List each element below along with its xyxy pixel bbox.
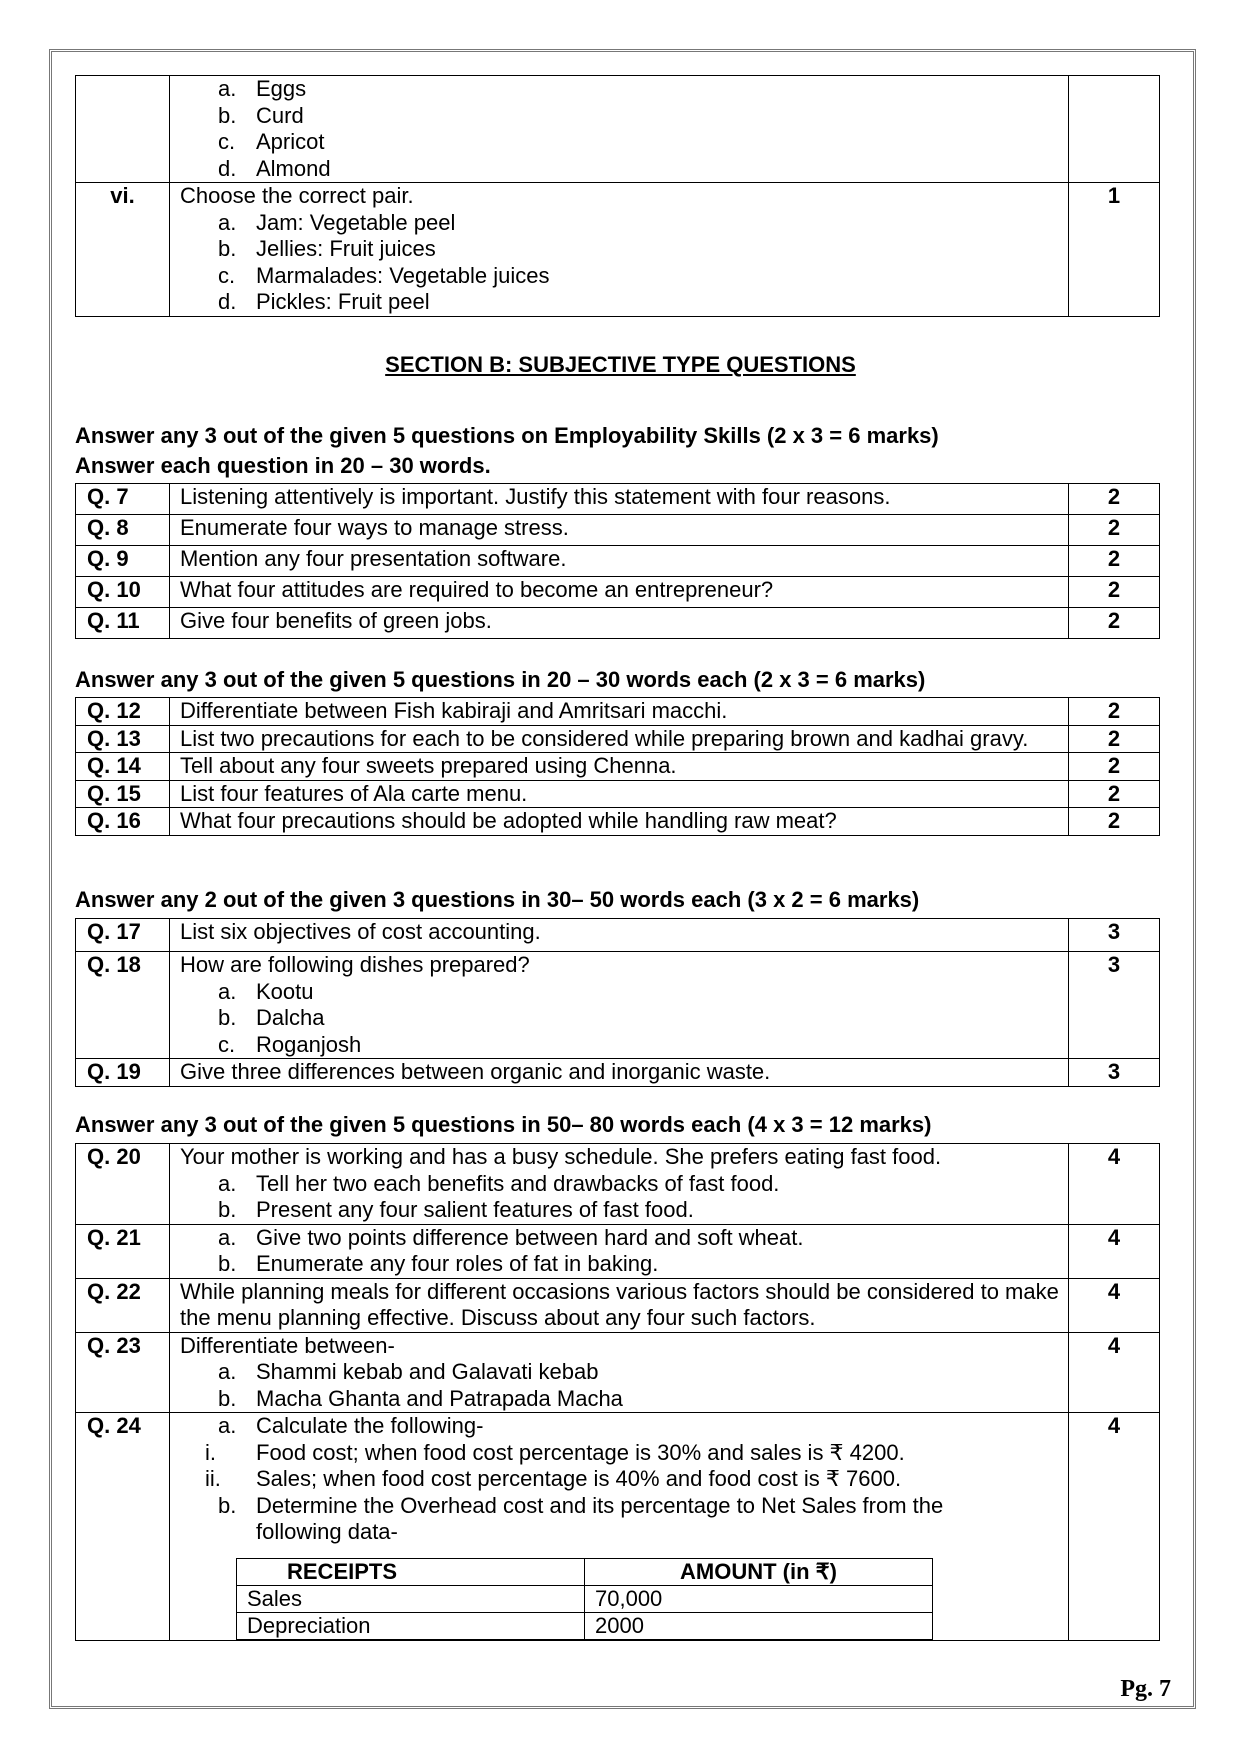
option-text: Macha Ghanta and Patrapada Macha (256, 1385, 623, 1411)
option-text: Roganjosh (256, 1031, 362, 1057)
option (180, 236, 1062, 263)
option-text: Apricot (256, 129, 325, 154)
option-letter: c. (218, 1031, 236, 1057)
question-number: Q. 13 (76, 725, 170, 753)
question-text: Differentiate between- (180, 1332, 395, 1358)
marks-cell: 2 (1069, 808, 1160, 836)
question-text: Mention any four presentation software. (170, 546, 1069, 577)
marks-cell: 3 (1069, 919, 1160, 952)
question-cell (170, 1332, 1069, 1413)
question-number: Q. 22 (76, 1278, 170, 1332)
question-text: List six objectives of cost accounting. (170, 919, 1069, 952)
option-letter: b. (218, 236, 237, 261)
sub-option (180, 1466, 1062, 1493)
option (180, 1032, 1062, 1059)
question-text: How are following dishes prepared? (180, 952, 530, 977)
option-letter: b. (218, 1005, 237, 1030)
marks-cell: 2 (1069, 608, 1160, 639)
question-number: Q. 16 (76, 808, 170, 836)
question-number: vi. (76, 183, 170, 317)
option (180, 1359, 1062, 1386)
option (180, 979, 1062, 1006)
question-text: Differentiate between Fish kabiraji and Amritsari macchi. (170, 698, 1069, 726)
question-text: List four features of Ala carte menu. (170, 780, 1069, 808)
option-text: Eggs (256, 76, 307, 101)
marks-cell: 3 (1069, 952, 1160, 1059)
option-letter: c. (218, 129, 236, 154)
group-heading: Answer each question in 20 – 30 words. (75, 453, 491, 478)
question-cell (170, 1413, 1069, 1641)
question-number: Q. 17 (76, 919, 170, 952)
marks-cell: 2 (1069, 780, 1160, 808)
option-text: Almond (256, 155, 331, 181)
option-letter: a. (218, 1359, 237, 1384)
option-text: Give two points difference between hard and soft wheat. (256, 1224, 804, 1250)
option-text: Curd (256, 102, 304, 128)
question-text: Give four benefits of green jobs. (170, 608, 1069, 639)
marks-cell: 4 (1069, 1413, 1160, 1641)
marks-cell: 2 (1069, 753, 1160, 781)
option-text: Pickles: Fruit peel (256, 289, 430, 314)
question-number: Q. 12 (76, 698, 170, 726)
option-letter: b. (218, 102, 237, 128)
table-cell: Depreciation (237, 1612, 585, 1639)
option (180, 103, 1062, 130)
question-cell (170, 76, 1069, 183)
option-letter: b. (218, 1197, 237, 1222)
question-number: Q. 15 (76, 780, 170, 808)
option-letter: d. (218, 155, 237, 181)
option (180, 129, 1062, 156)
sub-option (180, 1440, 1062, 1467)
option-text-continued: following data- (256, 1519, 398, 1544)
table-row (237, 1585, 933, 1612)
table-cell: 2000 (585, 1612, 933, 1639)
question-number: Q. 10 (76, 577, 170, 608)
table-row (76, 546, 1160, 577)
marks-cell: 4 (1069, 1278, 1160, 1332)
option-text: Enumerate any four roles of fat in baking. (256, 1251, 659, 1276)
question-text: While planning meals for different occasions various factors should be considered to make the menu planning effective. Discuss about any four such factors. (170, 1278, 1069, 1332)
receipts-table (236, 1558, 933, 1640)
question-number: Q. 18 (76, 952, 170, 1059)
table-row (76, 1224, 1160, 1278)
option (180, 1197, 1062, 1224)
marks-cell: 2 (1069, 725, 1160, 753)
question-text: Listening attentively is important. Justify this statement with four reasons. (170, 484, 1069, 515)
option-letter: a. (218, 76, 237, 101)
marks-cell: 4 (1069, 1332, 1160, 1413)
question-number: Q. 7 (76, 484, 170, 515)
option (180, 1171, 1062, 1198)
section-title (0, 352, 1241, 378)
group-heading: Answer any 3 out of the given 5 questions in 20 – 30 words each (2 x 3 = 6 marks) (75, 667, 926, 692)
question-number (76, 76, 170, 183)
question-number: Q. 14 (76, 753, 170, 781)
group-heading: Answer any 3 out of the given 5 questions on Employability Skills (2 x 3 = 6 marks) (75, 423, 939, 448)
question-number: Q. 9 (76, 546, 170, 577)
table-row (237, 1612, 933, 1639)
option-text: Shammi kebab and Galavati kebab (256, 1359, 599, 1384)
marks-cell (1069, 76, 1160, 183)
option-letter: a. (218, 1413, 237, 1438)
marks-cell: 3 (1069, 1059, 1160, 1087)
option-text: Jam: Vegetable peel (256, 209, 456, 235)
marks-cell: 2 (1069, 546, 1160, 577)
table-row (76, 919, 1160, 952)
option (180, 156, 1062, 183)
question-text: What four precautions should be adopted while handling raw meat? (170, 808, 1069, 836)
question-text: Choose the correct pair. (180, 183, 414, 208)
option-text: Marmalades: Vegetable juices (256, 262, 550, 288)
question-number: Q. 19 (76, 1059, 170, 1087)
table-row (76, 698, 1160, 726)
table-row (76, 1332, 1160, 1413)
table-row (76, 76, 1160, 183)
table-row (76, 515, 1160, 546)
option (180, 1225, 1062, 1252)
sub-option-text: Food cost; when food cost percentage is 30% and sales is ₹ 4200. (256, 1439, 905, 1465)
table-row (76, 1413, 1160, 1641)
question-text: Enumerate four ways to manage stress. (170, 515, 1069, 546)
short-answer-table (75, 697, 1160, 836)
table-row (76, 952, 1160, 1059)
option (180, 1251, 1062, 1278)
option-letter: a. (218, 1224, 237, 1250)
medium-answer-table (75, 918, 1160, 1087)
option-letter: b. (218, 1492, 237, 1518)
option-letter: b. (218, 1251, 237, 1276)
table-row (76, 1144, 1160, 1225)
marks-cell: 1 (1069, 183, 1160, 317)
table-row (76, 608, 1160, 639)
table-row (76, 808, 1160, 836)
page-number: Pg. 7 (1120, 1676, 1171, 1702)
marks-cell: 4 (1069, 1224, 1160, 1278)
table-row (76, 725, 1160, 753)
question-cell (170, 952, 1069, 1059)
option (180, 1386, 1062, 1413)
option (180, 1413, 1062, 1440)
table-row (76, 780, 1160, 808)
option-text: Present any four salient features of fast food. (256, 1197, 694, 1222)
table-cell: Sales (237, 1585, 585, 1612)
option-text: Dalcha (256, 1005, 325, 1030)
question-number: Q. 20 (76, 1144, 170, 1225)
option-text: Kootu (256, 978, 314, 1004)
sub-option-letter: ii. (205, 1466, 221, 1491)
marks-cell: 4 (1069, 1144, 1160, 1225)
long-answer-table (75, 1143, 1160, 1641)
option-text: Calculate the following- (256, 1413, 484, 1438)
table-row (76, 484, 1160, 515)
option-letter: b. (218, 1385, 237, 1411)
question-text: Give three differences between organic and inorganic waste. (170, 1059, 1069, 1087)
marks-cell: 2 (1069, 484, 1160, 515)
question-number: Q. 11 (76, 608, 170, 639)
question-text: Tell about any four sweets prepared using Chenna. (170, 753, 1069, 781)
marks-cell: 2 (1069, 577, 1160, 608)
marks-cell: 2 (1069, 515, 1160, 546)
table-header-row (237, 1558, 933, 1585)
sub-option-letter: i. (205, 1439, 216, 1465)
question-number: Q. 23 (76, 1332, 170, 1413)
table-row (76, 1278, 1160, 1332)
table-cell: 70,000 (585, 1585, 933, 1612)
marks-cell: 2 (1069, 698, 1160, 726)
section-title-text: SECTION B: SUBJECTIVE TYPE QUESTIONS (385, 352, 856, 377)
option-text: Tell her two each benefits and drawbacks of fast food. (256, 1170, 780, 1196)
question-number: Q. 24 (76, 1413, 170, 1641)
question-cell (170, 1144, 1069, 1225)
question-number: Q. 21 (76, 1224, 170, 1278)
question-cell (170, 183, 1069, 317)
sub-option-text: Sales; when food cost percentage is 40% and food cost is ₹ 7600. (256, 1466, 902, 1491)
question-text: Your mother is working and has a busy schedule. She prefers eating fast food. (180, 1144, 942, 1169)
option (180, 76, 1062, 103)
option-text: Jellies: Fruit juices (256, 236, 436, 261)
section-a-table (75, 75, 1160, 317)
question-cell (170, 1224, 1069, 1278)
option (180, 210, 1062, 237)
question-text: List two precautions for each to be considered while preparing brown and kadhai gravy. (170, 725, 1069, 753)
option (180, 289, 1062, 316)
question-number: Q. 8 (76, 515, 170, 546)
table-row (76, 1059, 1160, 1087)
option-letter: d. (218, 289, 237, 314)
column-header: AMOUNT (in ₹) (585, 1558, 933, 1585)
option (180, 263, 1062, 290)
option (180, 1493, 1062, 1520)
question-text: What four attitudes are required to become an entrepreneur? (170, 577, 1069, 608)
table-row (76, 577, 1160, 608)
table-row (76, 183, 1160, 317)
option (180, 1005, 1062, 1032)
option-text: Determine the Overhead cost and its percentage to Net Sales from the (256, 1492, 944, 1518)
column-header: RECEIPTS (237, 1558, 585, 1585)
option-letter: a. (218, 1170, 237, 1196)
group-heading: Answer any 2 out of the given 3 questions in 30– 50 words each (3 x 2 = 6 marks) (75, 887, 920, 912)
table-row (76, 753, 1160, 781)
employability-table (75, 483, 1160, 639)
option-letter: c. (218, 262, 236, 288)
option-letter: a. (218, 209, 237, 235)
option-letter: a. (218, 978, 237, 1004)
group-heading: Answer any 3 out of the given 5 questions in 50– 80 words each (4 x 3 = 12 marks) (75, 1112, 932, 1137)
